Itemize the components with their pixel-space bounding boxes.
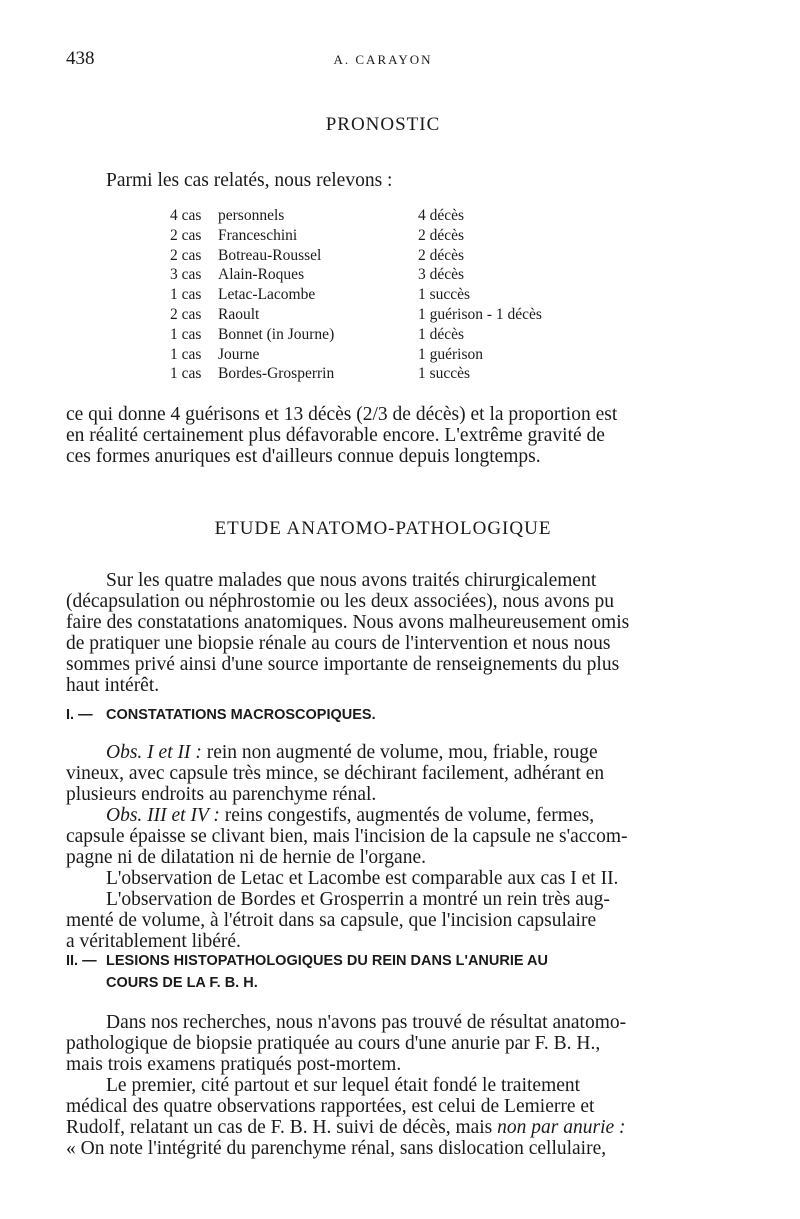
obs-3-4-paragraph: Obs. III et IV : reins congestifs, augmentés de volume, fermes, capsule épaisse se clivant bien, mais l'incision de la capsule ne s'accom- pagne ni de dilatation ni de hernie de l'organe. [66,805,628,868]
obs-1-2-paragraph: Obs. I et II : rein non augmenté de volume, mou, friable, rouge vineux, avec capsule très mince, se déchirant facilement, adhérant en plusieurs endroits au parenchyme rénal. [66,742,605,805]
table-row: 1 cas Bonnet (in Journe) 1 décès [170,325,465,343]
recherches-paragraph: Dans nos recherches, nous n'avons pas trouvé de résultat anatomo- pathologique de biopsie pratiquée au cours d'une anurie par F. B. H., mais trois examens pratiqués post-mortem. [66,1012,627,1075]
letac-paragraph: L'observation de Letac et Lacombe est comparable aux cas I et II. [106,868,619,889]
subheading-histopathologiques: II. — LESIONS HISTOPATHOLOGIQUES DU REIN DANS L'ANURIE AU COURS DE LA F. B. H. [66,953,548,991]
running-title: A. CARAYON [333,52,433,67]
bordes-paragraph: L'observation de Bordes et Grosperrin a montré un rein très aug- menté de volume, à l'étroit dans sa capsule, que l'incision capsulaire a véritablement libéré. [66,889,610,952]
table-row: 2 cas Franceschini 2 décès [170,226,465,244]
cases-table [170,206,542,384]
section-title-pronostic: PRONOSTIC [325,114,441,135]
page-number: 438 [66,48,95,69]
page-header [66,48,700,72]
subheading-macroscopiques: I. — CONSTATATIONS MACROSCOPIQUES. [66,707,376,723]
table-row: 1 cas Journe 1 guérison [170,345,484,363]
pronostic-intro: Parmi les cas relatés, nous relevons : [106,170,393,191]
table-row: 2 cas Raoult 1 guérison - 1 décès [170,305,542,323]
table-row: 4 cas personnels 4 décès [170,207,465,224]
table-row: 3 cas Alain-Roques 3 décès [170,266,465,284]
etude-intro: Sur les quatre malades que nous avons traités chirurgicalement (décapsulation ou néphrostomie ou les deux associées), nous avons pu faire des constatations anatomiques. Nous avons malheureusement omis de pratiquer une biopsie rénale au cours de l'intervention et nous nous sommes privé ainsi d'une source importante de renseignements du plus haut intérêt. [66,570,630,696]
table-row: 1 cas Bordes-Grosperrin 1 succès [170,365,471,383]
pronostic-conclusion: ce qui donne 4 guérisons et 13 décès (2/3 de décès) et la proportion est en réalité certainement plus défavorable encore. L'extrême gravité de ces formes anuriques est d'ailleurs connue depuis longtemps. [66,404,618,467]
premier-paragraph: Le premier, cité partout et sur lequel était fondé le traitement médical des quatre observations rapportées, est celui de Lemierre et Rudolf, relatant un cas de F. B. H. suivi de décès, mais non par anurie : « On note l'intégrité du parenchyme rénal, sans dislocation cellulaire, [66,1075,626,1159]
table-row: 1 cas Letac-Lacombe 1 succès [170,286,471,304]
table-row: 2 cas Botreau-Roussel 2 décès [170,246,465,264]
section-title-etude: ETUDE ANATOMO-PATHOLOGIQUE [214,518,552,539]
